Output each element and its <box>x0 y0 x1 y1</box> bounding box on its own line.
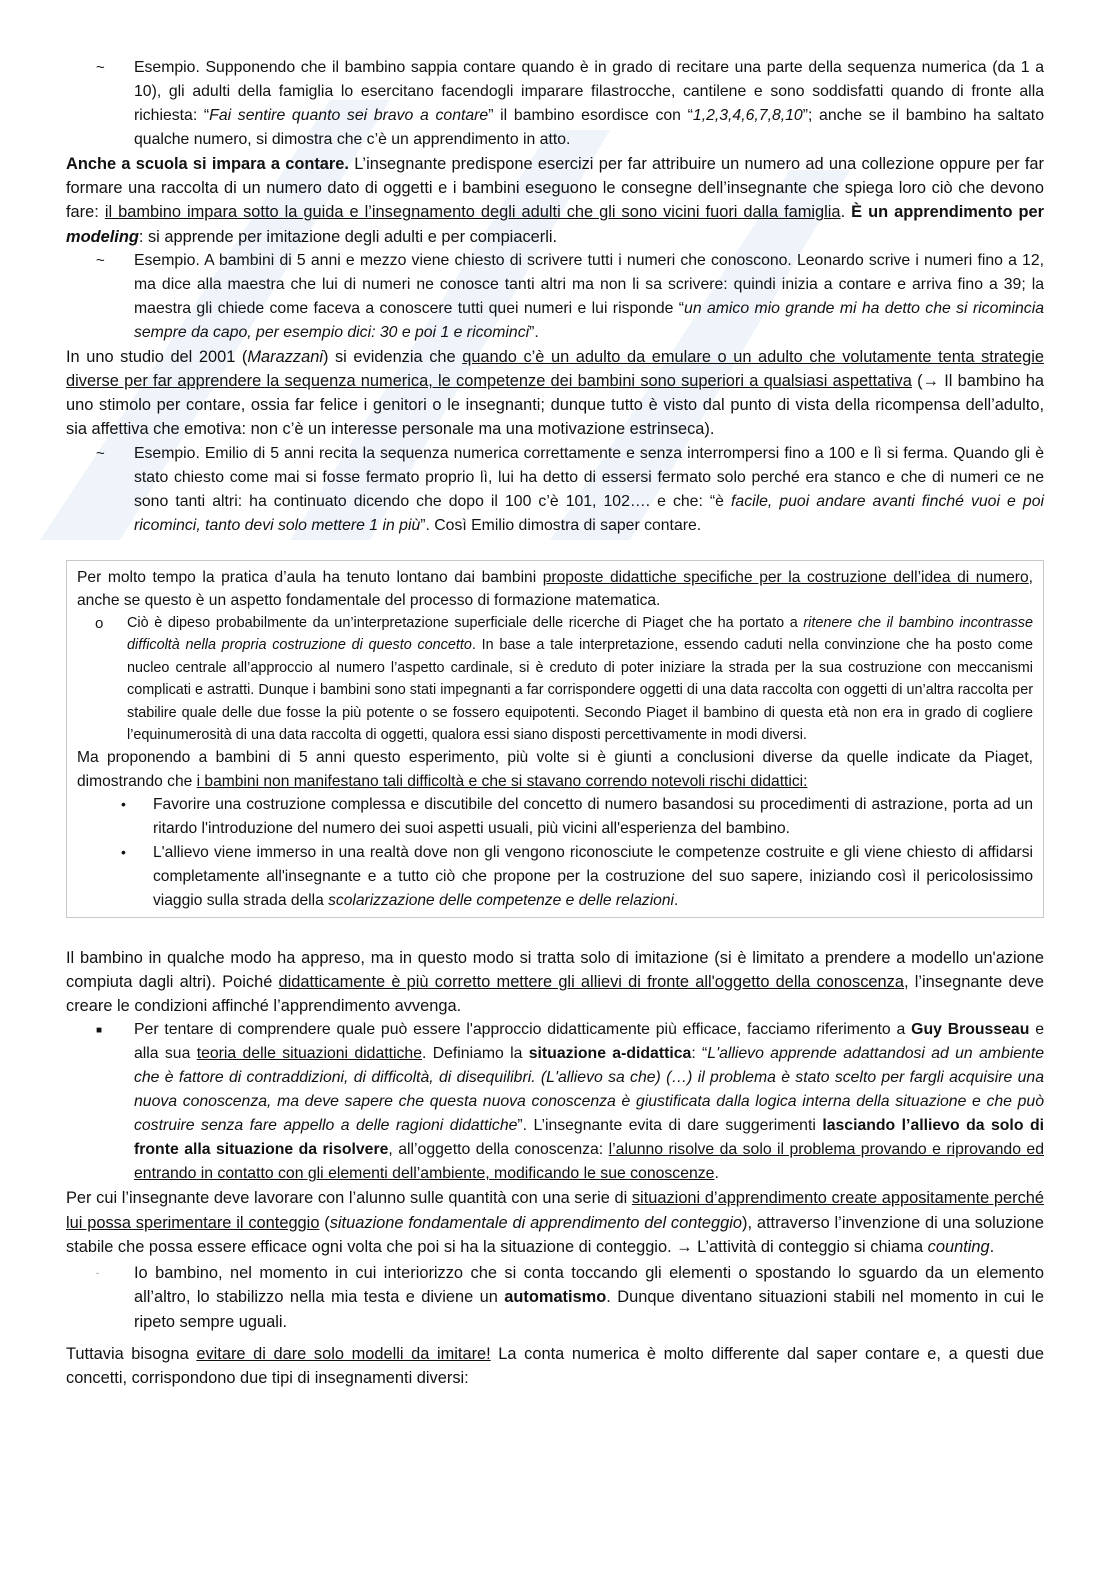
brousseau-item <box>66 1018 1044 1186</box>
paragraph-imitation: Il bambino in qualche modo ha appreso, ma in questo modo si tratta solo di imitazione (si è limitato a prendere a modello un'azione compiuta dagli altri). Poiché didatticamente è più corretto mettere gli allievi di fronte all'oggetto della conoscenza, l’insegnante deve creare le condizioni affinché l’apprendimento avvenga. <box>66 948 1044 1016</box>
box-sub-text: Ciò è dipeso probabilmente da un’interpretazione superficiale delle ricerche di Piaget che ha portato a ritenere che il bambino incontrasse difficoltà nella propria costruzione di questo concetto. In base a tale interpretazione, essendo caduti nella convinzione che ha posto come nucleo centrale all’approccio al numero l’aspetto cardinale, si è creduto di poter iniziare la strada per la sua costruzione con meccanismi complicati e astratti. Dunque i bambini sono stati impegnanti a far corrispondere oggetti di una data raccolta con oggetti di un’altra raccolta per stabilire quale delle due fosse la più potente o se fossero equipotenti. Secondo Piaget il bambino di questa età non era in grado di cogliere l’equinumerosità di una data raccolta di oggetti, qualora essi siano disposti percettivamente in modi diversi. <box>127 615 1033 744</box>
automatism-text: Io bambino, nel momento in cui interiorizzo che si conta toccando gli elementi o spostando lo sguardo da un elemento all’altro, lo stabilizzo nella mia testa e diviene un automatismo. Dunque diventano situazioni stabili nel momento in cui le ripeto sempre uguali. <box>134 1264 1044 1331</box>
piaget-box <box>66 560 1044 918</box>
box-sub-item <box>77 612 1033 746</box>
example-3-text: Esempio. Emilio di 5 anni recita la sequenza numerica correttamente e senza interrompersi fino a 100 e lì si ferma. Quando gli è stato chiesto come mai si fosse fermato proprio lì, lui ha detto di essersi fermato solo perché era stanco e che di numeri ce ne sono tanti altri: ha continuato dicendo che dopo il 100 c’è 101, 102…. e che: “è facile, puoi andare avanti finché vuoi e poi ricominci, tanto devi solo mettere 1 in più”. Così Emilio dimostra di saper contare. <box>134 444 1044 534</box>
box-bullet-2 <box>77 841 1033 913</box>
tilde-marker: ~ <box>96 251 105 269</box>
example-2-text: Esempio. A bambini di 5 anni e mezzo viene chiesto di scrivere tutti i numeri che conoscono. Leonardo scrive i numeri fino a 12, ma dice alla maestra che lui di numeri ne conosce tanti altri ma non li sa scrivere: quindi inizia a contare e arriva fino a 39; la maestra gli chiede come faceva a conoscere tutti quei numeri e lui risponde “un amico mio grande mi ha detto che si ricomincia sempre da capo, per esempio dici: 30 e poi 1 e ricominci”. <box>134 251 1044 341</box>
paragraph-marazzani: In uno studio del 2001 (Marazzani) si evidenzia che quando c’è un adulto da emulare o un adulto che volutamente tenta strategie diverse per far apprendere la sequenza numerica, le competenze dei bambini sono superiori a qualsiasi aspettativa (→ Il bambino ha uno stimolo per contare, ossia far felice i genitori o le insegnanti; dunque tutto è visto dal punto di vista della ricompensa dell’adulto, sia affettiva che emotiva: non c’è un interesse personale ma una motivazione estrinseca). <box>66 347 1045 439</box>
box-bullet-2-text: L'allievo viene immerso in una realtà dove non gli vengono riconosciute le competenze costruite e gli viene chiesto di affidarsi completamente all'insegnante e a tutto ciò che propone per la costruzione del suo sapere, iniziando così il pericolosissimo viaggio sulla strada della scolarizzazione delle competenze e delle relazioni. <box>153 843 1033 909</box>
paragraph-models: Tuttavia bisogna evitare di dare solo modelli da imitare! La conta numerica è molto differente dal saper contare e, a questi due concetti, corrispondono due tipi di insegnamenti diversi: <box>66 1344 1045 1387</box>
document-page <box>66 52 1044 1390</box>
box-paragraph-2: Ma proponendo a bambini di 5 anni questo esperimento, più volte si è giunti a conclusioni diverse da quelle indicate da Piaget, dimostrando che i bambini non manifestano tali difficoltà e che si stavano correndo notevoli rischi didattici: <box>77 749 1033 790</box>
example-3 <box>66 442 1044 538</box>
box-bullet-1 <box>77 793 1033 841</box>
tilde-marker: ~ <box>96 59 105 76</box>
box-bullet-1-text: Favorire una costruzione complessa e discutibile del concetto di numero basandosi su procedimenti di astrazione, porta ad un ritardo l'introduzione del numero dei suoi aspetti usuali, più vicini all'esperienza del bambino. <box>153 795 1033 837</box>
dash-marker: - <box>96 1268 99 1279</box>
brousseau-text: Per tentare di comprendere quale può essere l'approccio didatticamente più efficace, facciamo riferimento a Guy Brousseau e alla sua teoria delle situazioni didattiche. Definiamo la situazione a-didattica: “L'allievo apprende adattandosi ad un ambiente che è fattore di contraddizioni, di difficoltà, di disequilibri. (L'allievo sa che) (…) il problema è stato scelto per fargli acquisire una nuova conoscenza, ma deve sapere che questa nuova conoscenza è giustificata dalla logica interna della situazione e che può costruire senza fare appello a delle ragioni didattiche”. L’insegnante evita di dare suggerimenti lasciando l’allievo da solo di fronte alla situazione da risolvere, all’oggetto della conoscenza: l’alunno risolve da solo il problema provando e riprovando ed entrando in contatto con gli elementi dell’ambiente, modificando le sue conoscenze. <box>134 1021 1044 1183</box>
example-1 <box>66 56 1044 152</box>
automatism-item <box>66 1261 1044 1334</box>
square-bullet-marker: ■ <box>96 1025 103 1037</box>
circle-marker: o <box>95 615 104 633</box>
paragraph-counting: Per cui l’insegnante deve lavorare con l’alunno sulle quantità con una serie di situazioni d’apprendimento create appositamente perché lui possa sperimentare il conteggio (situazione fondamentale di apprendimento del conteggio), attraverso l’invenzione di una soluzione stabile che possa essere efficace ogni volta che poi si ha la situazione di conteggio. → L’attività di conteggio si chiama counting. <box>66 1189 1045 1256</box>
example-2 <box>66 249 1044 345</box>
bullet-marker: • <box>121 795 126 812</box>
bullet-marker: • <box>121 843 126 860</box>
tilde-marker: ~ <box>96 444 105 462</box>
paragraph-school-counting: Anche a scuola si impara a contare. L’insegnante predispone esercizi per far attribuire un numero ad una collezione oppure per far formare una raccolta di un numero dato di oggetti e i bambini eseguono le consegne dell’insegnante che spiega loro ciò che devono fare: il bambino impara sotto la guida e l’insegnamento degli adulti che gli sono vicini fuori dalla famiglia. È un apprendimento per modeling: si apprende per imitazione degli adulti e per compiacerli. <box>66 155 1044 246</box>
example-1-text: Esempio. Supponendo che il bambino sappia contare quando è in grado di recitare una parte della sequenza numerica (da 1 a 10), gli adulti della famiglia lo esercitano facendogli imparare filastrocche, cantilene e sono soddisfatti quando di fronte alla richiesta: “Fai sentire quanto sei bravo a contare” il bambino esordisce con “1,2,3,4,6,7,8,10”; anche se il bambino ha saltato qualche numero, si dimostra che c’è un apprendimento in atto. <box>134 59 1044 148</box>
box-intro: Per molto tempo la pratica d’aula ha tenuto lontano dai bambini proposte didattiche specifiche per la costruzione dell’idea di numero, anche se questo è un aspetto fondamentale del processo di formazione matematica. <box>77 568 1034 609</box>
